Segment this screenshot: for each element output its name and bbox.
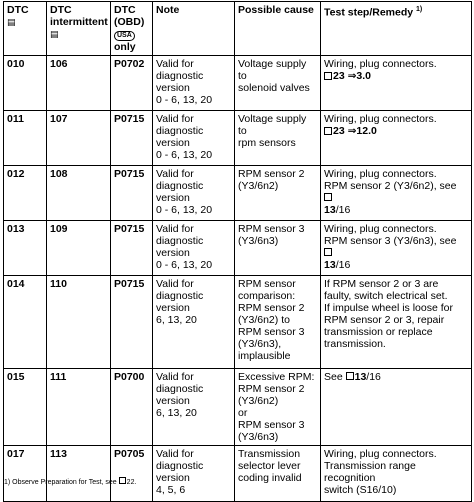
- note-line: Valid for: [156, 58, 194, 70]
- intermittent-code: 110: [47, 276, 111, 369]
- cause-cell: [235, 221, 321, 276]
- obd-code: P0702: [111, 56, 153, 111]
- note-line: diagnostic: [156, 180, 204, 192]
- table-row: [4, 166, 472, 221]
- note-cell: [153, 56, 235, 111]
- cause-line: RPM sensor: [238, 278, 296, 290]
- page-reference-icon: [324, 72, 332, 80]
- note-line: 0 - 6, 13, 20: [156, 204, 213, 216]
- cause-line: selector lever: [238, 460, 301, 472]
- header-obd: [111, 2, 153, 56]
- page-reference-icon: [346, 372, 354, 380]
- remedy-reference[interactable]: [324, 371, 468, 383]
- note-line: version: [156, 395, 190, 407]
- obd-code: P0715: [111, 221, 153, 276]
- intermittent-code: 107: [47, 111, 111, 166]
- note-line: 0 - 6, 13, 20: [156, 259, 213, 271]
- page-reference-icon: [324, 248, 332, 256]
- note-line: diagnostic: [156, 70, 204, 82]
- remedy-line: recognition: [324, 472, 376, 484]
- obd-code: P0705: [111, 446, 153, 502]
- table-row: [4, 221, 472, 276]
- cause-line: solenoid valves: [238, 82, 310, 94]
- dtc-code: 012: [4, 166, 47, 221]
- cause-line: or: [238, 407, 248, 419]
- remedy-line: Transmission range: [324, 460, 416, 472]
- reference-target: 12.0: [356, 125, 377, 137]
- note-line: diagnostic: [156, 125, 204, 137]
- cause-line: (Y3/6n3): [238, 431, 279, 443]
- note-line: version: [156, 472, 190, 484]
- dtc-table: [3, 1, 472, 502]
- remedy-line: Wiring, plug connectors.: [324, 58, 437, 70]
- remedy-line: Wiring, plug connectors.: [324, 448, 437, 460]
- note-line: 0 - 6, 13, 20: [156, 149, 213, 161]
- header-dtc: [4, 2, 47, 56]
- remedy-reference[interactable]: [324, 70, 468, 82]
- arrow-icon: ⇒: [347, 70, 357, 82]
- remedy-cell: [321, 446, 472, 502]
- reference-number: 23: [333, 125, 345, 137]
- note-line: diagnostic: [156, 383, 204, 395]
- reference-suffix: /16: [366, 371, 381, 383]
- remedy-cell: [321, 369, 472, 446]
- remedy-line: Wiring, plug connectors.: [324, 168, 437, 180]
- cause-line: implausible: [238, 350, 291, 362]
- dtc-code: 014: [4, 276, 47, 369]
- footnote-text: 1) Observe Preparation for Test, see: [4, 479, 117, 486]
- remedy-reference[interactable]: [324, 204, 468, 216]
- remedy-cell: [321, 56, 472, 111]
- cause-line: RPM sensor 3: [238, 419, 305, 431]
- cause-line: Voltage supply to: [238, 58, 307, 82]
- remedy-line: If RPM sensor 2 or 3 are: [324, 278, 439, 290]
- footnote-reference[interactable]: 22: [126, 479, 135, 486]
- remedy-text: See: [324, 371, 343, 383]
- cause-cell: [235, 276, 321, 369]
- header-remedy-label: Test step/Remedy: [324, 6, 414, 19]
- cause-cell: [235, 56, 321, 111]
- header-cause-label: Possible cause: [238, 4, 314, 16]
- cause-cell: [235, 369, 321, 446]
- intermittent-code: 109: [47, 221, 111, 276]
- header-dtc-label: DTC: [7, 4, 29, 16]
- dtc-code: 017: [4, 446, 47, 502]
- remedy-reference[interactable]: [324, 259, 468, 271]
- table-row: [4, 446, 472, 502]
- note-line: Valid for: [156, 371, 194, 383]
- cause-cell: [235, 111, 321, 166]
- note-cell: [153, 276, 235, 369]
- dtc-code: 011: [4, 111, 47, 166]
- footnote-marker: 1): [416, 6, 423, 13]
- footnote-end: .: [134, 479, 137, 486]
- intermittent-code: 108: [47, 166, 111, 221]
- reference-target: 3.0: [356, 70, 372, 82]
- reference-suffix: /16: [335, 204, 351, 216]
- cause-line: RPM sensor 3: [238, 223, 305, 235]
- note-line: version: [156, 302, 190, 314]
- tester-icon: ▤: [50, 29, 59, 39]
- header-obd-line2: (OBD): [114, 16, 145, 28]
- remedy-text: RPM sensor 2 (Y3/6n2), see: [324, 180, 457, 192]
- remedy-cell: [321, 276, 472, 369]
- note-line: 4, 5, 6: [156, 484, 186, 496]
- remedy-line: [324, 180, 468, 204]
- remedy-cell: [321, 111, 472, 166]
- note-cell: [153, 111, 235, 166]
- note-cell: [153, 221, 235, 276]
- reference-number: 13: [324, 259, 336, 271]
- reference-number: 13: [324, 204, 336, 216]
- reference-number: 13: [354, 371, 367, 383]
- cause-line: comparison:: [238, 290, 296, 302]
- note-line: Valid for: [156, 113, 194, 125]
- cause-line: rpm sensors: [238, 137, 296, 149]
- note-line: version: [156, 82, 190, 94]
- note-line: diagnostic: [156, 460, 204, 472]
- cause-line: RPM sensor 3: [238, 326, 305, 338]
- remedy-line: faulty, switch electrical set.: [324, 290, 448, 302]
- note-cell: [153, 446, 235, 502]
- dtc-code: 013: [4, 221, 47, 276]
- header-remedy: [321, 2, 472, 56]
- note-line: diagnostic: [156, 290, 204, 302]
- arrow-icon: ⇒: [347, 125, 357, 137]
- note-line: 0 - 6, 13, 20: [156, 94, 213, 106]
- header-obd-line1: DTC: [114, 4, 136, 16]
- dtc-code: 010: [4, 56, 47, 111]
- header-obd-line3: only: [114, 41, 136, 53]
- cause-line: RPM sensor 2: [238, 302, 305, 314]
- footnote: [4, 477, 136, 487]
- remedy-line: transmission.: [324, 338, 386, 350]
- note-line: version: [156, 247, 190, 259]
- intermittent-code: 111: [47, 369, 111, 446]
- remedy-line: Wiring, plug connectors.: [324, 113, 437, 125]
- remedy-reference[interactable]: [324, 125, 468, 137]
- table-row: [4, 369, 472, 446]
- remedy-line: transmission or replace: [324, 326, 433, 338]
- remedy-line: [324, 235, 468, 259]
- cause-line: (Y3/6n2): [238, 180, 279, 192]
- header-note-label: Note: [156, 4, 180, 16]
- cause-line: (Y3/6n2) to: [238, 314, 290, 326]
- header-intermittent: [47, 2, 111, 56]
- dtc-code: 015: [4, 369, 47, 446]
- obd-code: P0700: [111, 369, 153, 446]
- remedy-line: If impulse wheel is loose for: [324, 302, 453, 314]
- cause-cell: [235, 166, 321, 221]
- reference-number: 23: [333, 70, 345, 82]
- remedy-cell: [321, 166, 472, 221]
- intermittent-code: 106: [47, 56, 111, 111]
- table-row: [4, 56, 472, 111]
- note-line: Valid for: [156, 223, 194, 235]
- reference-suffix: /16: [335, 259, 351, 271]
- note-line: 6, 13, 20: [156, 407, 197, 419]
- note-line: Valid for: [156, 168, 194, 180]
- note-line: version: [156, 192, 190, 204]
- remedy-line: switch (S16/10): [324, 484, 397, 496]
- header-intermittent-line1: DTC: [50, 4, 72, 16]
- obd-code: P0715: [111, 276, 153, 369]
- cause-cell: [235, 446, 321, 502]
- table-header-row: [4, 2, 472, 56]
- cause-line: RPM sensor 2: [238, 168, 305, 180]
- remedy-line: Wiring, plug connectors.: [324, 223, 437, 235]
- note-line: Valid for: [156, 278, 194, 290]
- cause-line: (Y3/6n3),: [238, 338, 282, 350]
- table-row: [4, 276, 472, 369]
- note-line: Valid for: [156, 448, 194, 460]
- note-line: 6, 13, 20: [156, 314, 197, 326]
- header-note: [153, 2, 235, 56]
- remedy-cell: [321, 221, 472, 276]
- obd-code: P0715: [111, 111, 153, 166]
- cause-line: RPM sensor 2: [238, 383, 305, 395]
- tester-icon: ▤: [7, 17, 16, 27]
- table-row: [4, 111, 472, 166]
- page-reference-icon: [119, 477, 126, 484]
- cause-line: (Y3/6n3): [238, 235, 279, 247]
- cause-line: (Y3/6n2): [238, 395, 279, 407]
- page-reference-icon: [324, 127, 332, 135]
- cause-line: Excessive RPM:: [238, 371, 315, 383]
- note-cell: [153, 166, 235, 221]
- header-cause: [235, 2, 321, 56]
- header-intermittent-line2: intermittent: [50, 16, 108, 28]
- note-cell: [153, 369, 235, 446]
- usa-badge-icon: USA: [114, 31, 135, 41]
- intermittent-code: 113: [47, 446, 111, 502]
- note-line: diagnostic: [156, 235, 204, 247]
- cause-line: coding invalid: [238, 472, 302, 484]
- obd-code: P0715: [111, 166, 153, 221]
- remedy-line: RPM sensor 2 or 3, repair: [324, 314, 445, 326]
- remedy-text: RPM sensor 3 (Y3/6n3), see: [324, 235, 457, 247]
- note-line: version: [156, 137, 190, 149]
- cause-line: Transmission: [238, 448, 301, 460]
- cause-line: Voltage supply to: [238, 113, 307, 137]
- page-reference-icon: [324, 193, 332, 201]
